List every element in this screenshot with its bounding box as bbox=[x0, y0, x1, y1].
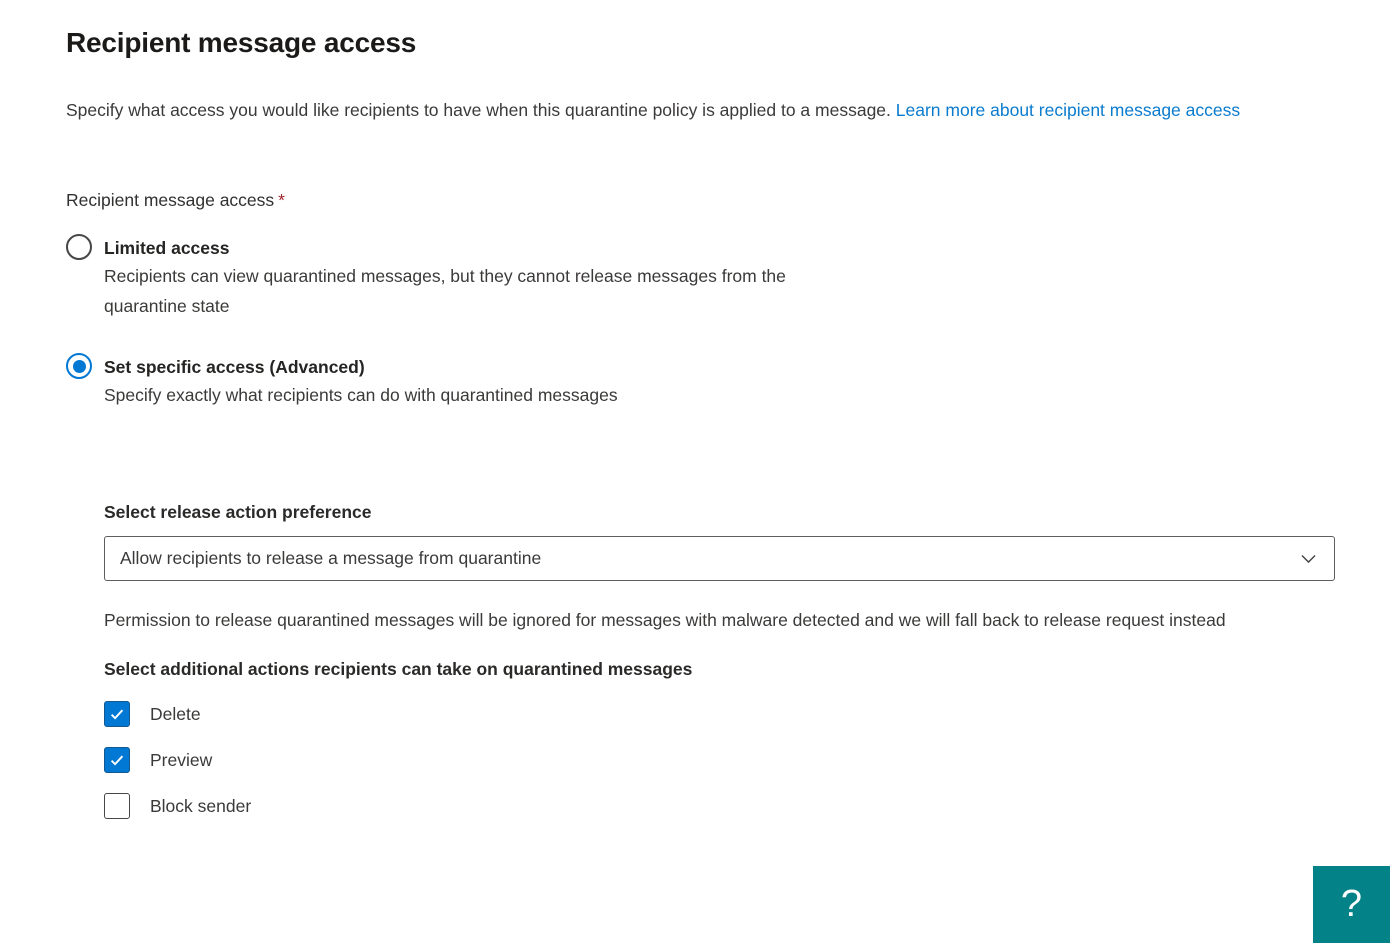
additional-actions-label: Select additional actions recipients can take on quarantined messages bbox=[104, 659, 693, 679]
radio-option-set-specific-access[interactable] bbox=[66, 353, 1337, 410]
checkbox-icon[interactable] bbox=[104, 701, 130, 727]
radio-button-icon[interactable] bbox=[66, 234, 92, 260]
release-action-label: Select release action preference bbox=[104, 502, 372, 522]
checkbox-icon[interactable] bbox=[104, 793, 130, 819]
checkbox-row-block-sender[interactable] bbox=[104, 793, 1337, 819]
radio-option-label: Limited access bbox=[104, 238, 230, 258]
checkbox-label: Preview bbox=[150, 749, 213, 770]
checkbox-row-preview[interactable] bbox=[104, 747, 1337, 773]
access-group-label bbox=[66, 188, 1337, 212]
radio-option-limited-access[interactable] bbox=[66, 234, 1337, 321]
radio-option-description: Recipients can view quarantined messages, but they cannot release messages from the quarantine state bbox=[104, 266, 786, 316]
chevron-down-icon bbox=[1299, 549, 1318, 568]
page-description-text: Specify what access you would like recipients to have when this quarantine policy is applied to a message. bbox=[66, 100, 896, 120]
radio-option-label: Set specific access (Advanced) bbox=[104, 357, 365, 377]
radio-option-texts bbox=[104, 234, 804, 321]
radio-option-texts bbox=[104, 353, 618, 410]
checkbox-label: Block sender bbox=[150, 795, 252, 816]
release-action-dropdown-value: Allow recipients to release a message from quarantine bbox=[120, 548, 542, 568]
release-action-note: Permission to release quarantined messages will be ignored for messages with malware detected and we will fall back to release request instead bbox=[104, 610, 1226, 630]
learn-more-link[interactable]: Learn more about recipient message access bbox=[895, 100, 1241, 120]
advanced-access-section bbox=[104, 500, 1337, 819]
release-action-dropdown[interactable] bbox=[104, 536, 1335, 581]
radio-dot bbox=[73, 360, 86, 373]
checkbox-row-delete[interactable] bbox=[104, 701, 1337, 727]
access-group-label-text: Recipient message access bbox=[66, 190, 275, 210]
page-description bbox=[66, 96, 1337, 124]
checkbox-icon[interactable] bbox=[104, 747, 130, 773]
page-title: Recipient message access bbox=[66, 27, 417, 58]
radio-button-icon[interactable] bbox=[66, 353, 92, 379]
required-asterisk: * bbox=[278, 190, 285, 210]
help-button[interactable] bbox=[1313, 866, 1390, 943]
checkbox-label: Delete bbox=[150, 703, 201, 724]
help-question-mark: ? bbox=[1340, 883, 1363, 925]
radio-option-description: Specify exactly what recipients can do with quarantined messages bbox=[104, 385, 618, 405]
